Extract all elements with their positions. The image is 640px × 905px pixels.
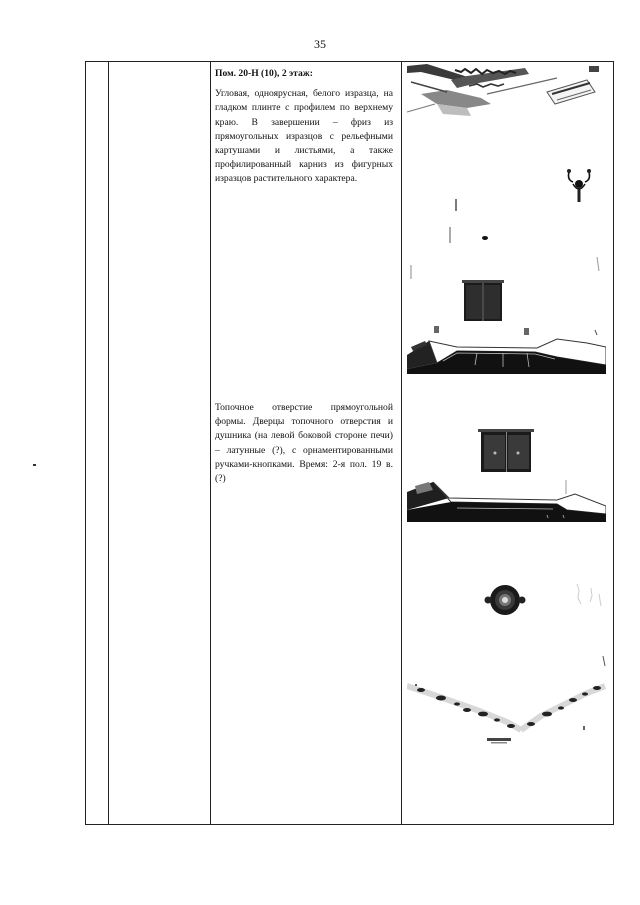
page-number: 35 [314,37,326,51]
vent-knob-photo-image [407,564,606,630]
stove-front-photo-image [407,215,606,374]
scan-speck [33,464,36,466]
entry-text [215,401,393,486]
entry-description: Топочное отверстие прямоугольной формы. Дверцы топочного отверстия и душника (на левой боковой стороне печи) – латунные (?), с орнаментированными ручками-кнопками. Время: 2-я пол. 19 в. (?) [215,402,393,485]
column-divider [108,62,109,824]
column-divider [401,62,402,824]
entry-title: Пом. 20-Н (10), 2 этаж: [215,68,313,79]
inventory-table [85,61,614,825]
photo-stove-doors [407,424,606,522]
entry-text [215,67,393,187]
photo-cornice-detail [407,654,606,750]
stove-doors-photo-image [407,424,606,522]
photo-stove-front [407,215,606,374]
cornice-photo-image [407,64,606,215]
cornice-detail-photo-image [407,654,606,750]
photo-stove-cornice [407,64,606,215]
column-divider [210,62,211,824]
entry-description: Угловая, одноярусная, белого изразца, на гладком плинте с профилем по верхнему краю. В завершении – фриз из прямоугольных изразцов с рельефными картушами и листьями, а также профилированный карниз из фигурных изразцов растительного характера. [215,88,393,185]
photo-vent-knob [407,564,606,630]
